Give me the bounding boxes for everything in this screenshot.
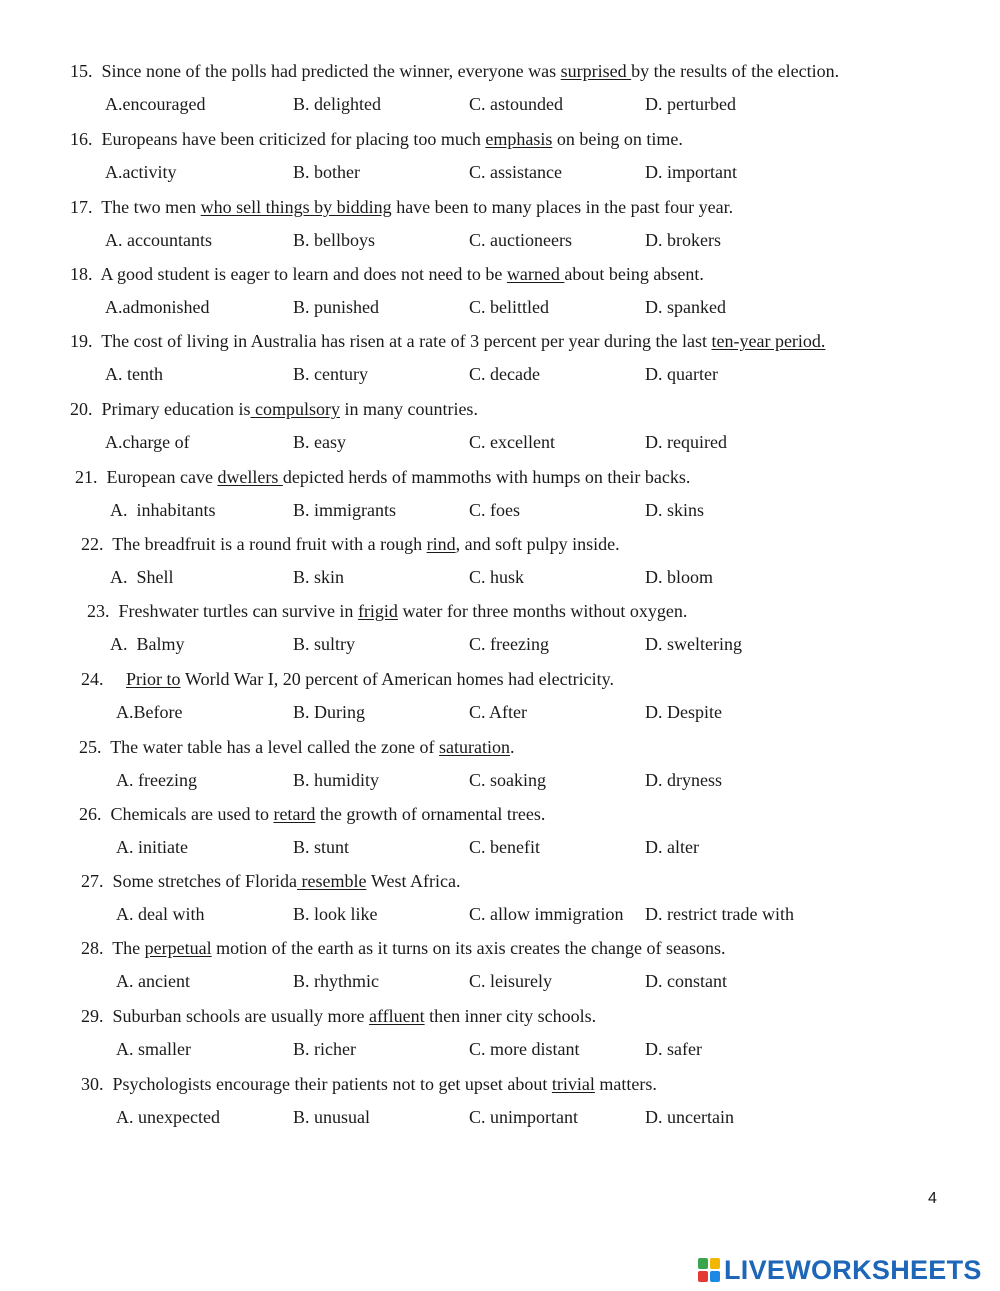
- question-number: 19.: [70, 331, 93, 351]
- answer-option-b[interactable]: B. During: [293, 702, 365, 722]
- answer-option-d[interactable]: D. perturbed: [645, 94, 736, 114]
- question-text-before: The water table has a level called the zone of: [110, 737, 440, 757]
- question-stem: [70, 330, 825, 352]
- question-item: [0, 1073, 1000, 1127]
- question-text-after: by the results of the election.: [631, 61, 840, 81]
- question-stem: [81, 668, 614, 690]
- answer-option-a[interactable]: A. tenth: [105, 364, 163, 384]
- question-number: 23.: [87, 601, 110, 621]
- underlined-word: ten-year period.: [711, 331, 826, 351]
- question-stem: [70, 60, 839, 82]
- question-text-before: European cave: [106, 467, 218, 487]
- answer-option-c[interactable]: C. foes: [469, 500, 520, 520]
- answer-option-c[interactable]: C. benefit: [469, 837, 540, 857]
- answer-option-d[interactable]: D. skins: [645, 500, 705, 520]
- answer-option-c[interactable]: C. freezing: [469, 634, 549, 654]
- question-text-before: Since none of the polls had predicted the winner, everyone was: [101, 61, 561, 81]
- answer-option-c[interactable]: C. husk: [469, 567, 525, 587]
- underlined-word: Prior to: [126, 669, 181, 689]
- question-item: [0, 668, 1000, 722]
- question-item: [0, 736, 1000, 790]
- answer-option-d[interactable]: D. quarter: [645, 364, 718, 384]
- answer-option-d[interactable]: D. brokers: [645, 230, 721, 250]
- answer-option-a[interactable]: A. freezing: [116, 770, 197, 790]
- answer-option-b[interactable]: B. look like: [293, 904, 378, 924]
- answer-option-d[interactable]: D. alter: [645, 837, 699, 857]
- underlined-word: frigid: [357, 601, 398, 621]
- question-number: 18.: [70, 264, 93, 284]
- question-text-before: The cost of living in Australia has risen at a rate of 3 percent per year during the last: [101, 331, 712, 351]
- underlined-word: compulsory: [250, 399, 340, 419]
- answer-option-b[interactable]: B. skin: [293, 567, 345, 587]
- underlined-word: perpetual: [144, 938, 212, 958]
- question-item: [0, 60, 1000, 114]
- question-number: 29.: [81, 1006, 104, 1026]
- answer-option-d[interactable]: D. restrict trade with: [645, 904, 794, 924]
- answer-option-c[interactable]: C. After: [469, 702, 527, 722]
- answer-option-a[interactable]: A. Balmy: [110, 634, 185, 654]
- underlined-word: rind: [426, 534, 456, 554]
- answer-option-a[interactable]: A.charge of: [105, 432, 190, 452]
- answer-option-d[interactable]: D. sweltering: [645, 634, 742, 654]
- answer-option-c[interactable]: C. belittled: [469, 297, 549, 317]
- question-text-before: Freshwater turtles can survive in: [118, 601, 358, 621]
- question-number: 15.: [70, 61, 93, 81]
- question-text-before: The: [112, 938, 145, 958]
- answer-option-a[interactable]: A. accountants: [105, 230, 212, 250]
- question-item: [0, 1005, 1000, 1059]
- answer-option-d[interactable]: D. important: [645, 162, 737, 182]
- answer-option-c[interactable]: C. leisurely: [469, 971, 552, 991]
- question-text-after: World War I, 20 percent of American homes had electricity.: [180, 669, 614, 689]
- question-item: [0, 937, 1000, 991]
- answer-option-b[interactable]: B. immigrants: [293, 500, 396, 520]
- question-text-after: in many countries.: [339, 399, 478, 419]
- question-number: 30.: [81, 1074, 104, 1094]
- question-text-after: water for three months without oxygen.: [397, 601, 688, 621]
- question-number: 28.: [81, 938, 104, 958]
- question-item: [0, 870, 1000, 924]
- question-text-after: have been to many places in the past four year.: [391, 197, 734, 217]
- question-number: 25.: [79, 737, 102, 757]
- answer-option-a[interactable]: A. inhabitants: [110, 500, 216, 520]
- question-stem: [70, 398, 478, 420]
- question-text-before: A good student is eager to learn and does not need to be: [100, 264, 507, 284]
- question-text-after: West Africa.: [366, 871, 461, 891]
- underlined-word: warned: [506, 264, 565, 284]
- question-item: [0, 600, 1000, 654]
- answer-option-b[interactable]: B. century: [293, 364, 368, 384]
- question-number: 22.: [81, 534, 104, 554]
- answer-option-a[interactable]: A. smaller: [116, 1039, 191, 1059]
- underlined-word: resemble: [296, 871, 367, 891]
- answer-option-a[interactable]: A. Shell: [110, 567, 174, 587]
- question-text-after: depicted herds of mammoths with humps on their backs.: [282, 467, 691, 487]
- underlined-word: surprised: [560, 61, 632, 81]
- answer-option-c[interactable]: C. soaking: [469, 770, 547, 790]
- answer-option-b[interactable]: B. delighted: [293, 94, 381, 114]
- answer-option-a[interactable]: A.Before: [116, 702, 183, 722]
- answer-option-b[interactable]: B. bellboys: [293, 230, 376, 250]
- answer-option-c[interactable]: C. astounded: [469, 94, 563, 114]
- answer-option-a[interactable]: A.admonished: [105, 297, 210, 317]
- underlined-word: who sell things by bidding: [200, 197, 392, 217]
- question-stem: [70, 263, 704, 285]
- answer-option-b[interactable]: B. punished: [293, 297, 380, 317]
- question-stem: [70, 196, 733, 218]
- question-number: 17.: [70, 197, 93, 217]
- answer-option-b[interactable]: B. unusual: [293, 1107, 371, 1127]
- question-number: 16.: [70, 129, 93, 149]
- underlined-word: trivial: [551, 1074, 595, 1094]
- answer-option-d[interactable]: D. uncertain: [645, 1107, 734, 1127]
- answer-option-a[interactable]: A. initiate: [116, 837, 188, 857]
- answer-option-b[interactable]: B. bother: [293, 162, 360, 182]
- answer-option-a[interactable]: A.activity: [105, 162, 177, 182]
- question-stem: [81, 533, 620, 555]
- logo-block-icon: [710, 1258, 720, 1269]
- answer-option-d[interactable]: D. safer: [645, 1039, 702, 1059]
- question-stem: [87, 600, 687, 622]
- answer-option-c[interactable]: C. decade: [469, 364, 540, 384]
- answer-option-d[interactable]: D. Despite: [645, 702, 722, 722]
- liveworksheets-logo[interactable]: [698, 1255, 982, 1285]
- answer-option-b[interactable]: B. humidity: [293, 770, 380, 790]
- logo-block-icon: [698, 1258, 708, 1269]
- question-text-after: matters.: [594, 1074, 657, 1094]
- logo-block-icon: [698, 1271, 708, 1282]
- question-text-after: the growth of ornamental trees.: [315, 804, 546, 824]
- question-number: 27.: [81, 871, 104, 891]
- question-item: [0, 398, 1000, 452]
- underlined-word: emphasis: [485, 129, 553, 149]
- answer-option-c[interactable]: C. more distant: [469, 1039, 580, 1059]
- question-text-after: .: [510, 737, 515, 757]
- answer-option-b[interactable]: B. easy: [293, 432, 346, 452]
- answer-option-b[interactable]: B. sultry: [293, 634, 356, 654]
- logo-blocks-icon: [698, 1258, 720, 1282]
- question-item: [0, 128, 1000, 182]
- question-text-before: Primary education is: [101, 399, 251, 419]
- question-text-before: The two men: [101, 197, 201, 217]
- question-text-before: Suburban schools are usually more: [112, 1006, 369, 1026]
- question-item: [0, 196, 1000, 250]
- question-stem: [70, 128, 683, 150]
- question-text-after: then inner city schools.: [424, 1006, 597, 1026]
- answer-option-b[interactable]: B. stunt: [293, 837, 350, 857]
- question-stem: [81, 870, 460, 892]
- question-stem: [81, 1073, 657, 1095]
- question-stem: [79, 736, 515, 758]
- logo-block-icon: [710, 1271, 720, 1282]
- answer-option-a[interactable]: A. deal with: [116, 904, 205, 924]
- answer-option-c[interactable]: C. assistance: [469, 162, 562, 182]
- question-text-after: , and soft pulpy inside.: [455, 534, 620, 554]
- answer-option-b[interactable]: B. rhythmic: [293, 971, 379, 991]
- question-stem: [75, 466, 690, 488]
- question-text-after: motion of the earth as it turns on its axis creates the change of seasons.: [211, 938, 726, 958]
- question-item: [0, 803, 1000, 857]
- question-text-after: about being absent.: [564, 264, 704, 284]
- answer-option-c[interactable]: C. unimportant: [469, 1107, 578, 1127]
- answer-option-c[interactable]: C. excellent: [469, 432, 555, 452]
- answer-option-a[interactable]: A.encouraged: [105, 94, 206, 114]
- question-text-before: The breadfruit is a round fruit with a rough: [112, 534, 427, 554]
- answer-option-d[interactable]: D. spanked: [645, 297, 726, 317]
- question-item: [0, 533, 1000, 587]
- answer-option-d[interactable]: D. required: [645, 432, 727, 452]
- answer-option-a[interactable]: A. unexpected: [116, 1107, 220, 1127]
- answer-option-c[interactable]: C. auctioneers: [469, 230, 572, 250]
- question-number: 20.: [70, 399, 93, 419]
- underlined-word: retard: [273, 804, 316, 824]
- underlined-word: saturation: [439, 737, 511, 757]
- answer-option-c[interactable]: C. allow immigration: [469, 904, 624, 924]
- question-text-before: Europeans have been criticized for placing too much: [101, 129, 486, 149]
- answer-option-d[interactable]: D. bloom: [645, 567, 714, 587]
- question-number: 24.: [81, 669, 104, 689]
- answer-option-a[interactable]: A. ancient: [116, 971, 190, 991]
- question-number: 26.: [79, 804, 102, 824]
- question-stem: [81, 1005, 596, 1027]
- question-number: 21.: [75, 467, 98, 487]
- underlined-word: dwellers: [217, 467, 283, 487]
- question-text-after: on being on time.: [552, 129, 683, 149]
- page-number: 4: [928, 1190, 937, 1207]
- question-text-before: Psychologists encourage their patients not to get upset about: [112, 1074, 552, 1094]
- question-stem: [81, 937, 726, 959]
- answer-option-b[interactable]: B. richer: [293, 1039, 356, 1059]
- question-item: [0, 330, 1000, 384]
- underlined-word: affluent: [368, 1006, 425, 1026]
- question-stem: [79, 803, 545, 825]
- answer-option-d[interactable]: D. dryness: [645, 770, 722, 790]
- question-text-before: Chemicals are used to: [110, 804, 274, 824]
- logo-text: LIVEWORKSHEETS: [724, 1254, 982, 1285]
- question-item: [0, 263, 1000, 317]
- answer-option-d[interactable]: D. constant: [645, 971, 727, 991]
- question-text-before: Some stretches of Florida: [112, 871, 297, 891]
- question-item: [0, 466, 1000, 520]
